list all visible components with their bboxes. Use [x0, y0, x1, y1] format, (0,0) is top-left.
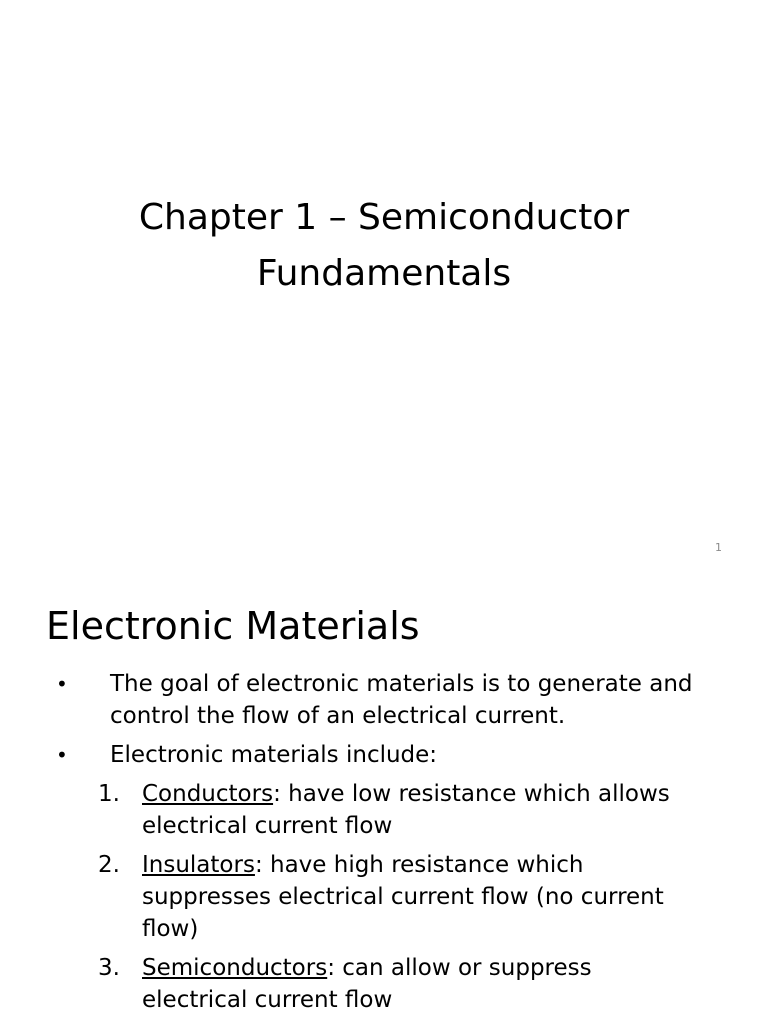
item-number: 3. [98, 955, 120, 981]
slide-title-line-2: Fundamentals [256, 253, 512, 294]
numbered-item [0, 849, 702, 945]
item-term: Conductors [142, 781, 274, 807]
numbered-item [0, 778, 702, 842]
item-number: 2. [98, 852, 120, 878]
bullet-text: Electronic materials include: [110, 742, 438, 768]
bullet-marker: • [56, 743, 68, 767]
bullet-text: The goal of electronic materials is to generate and control the flow of an electrical current. [110, 671, 693, 729]
bullet-marker: • [56, 672, 68, 696]
item-term: Insulators [142, 852, 255, 878]
item-text: : have low resistance which allows electrical current flow [142, 781, 670, 839]
slide-number: 1 [715, 541, 722, 554]
numbered-item [0, 952, 702, 1016]
slide-title-line-1: Chapter 1 – Semiconductor [138, 197, 630, 238]
slide-content [0, 668, 768, 1016]
content-slide [0, 576, 768, 1024]
slide-heading: Electronic Materials [46, 604, 420, 648]
item-term: Semiconductors [142, 955, 328, 981]
item-text: : can allow or suppress electrical current flow [142, 955, 592, 1013]
bullet-item [0, 739, 700, 771]
item-text: : have high resistance which suppresses electrical current flow (no current flow) [142, 852, 664, 942]
bullet-item [0, 668, 700, 732]
slide-title [40, 190, 728, 302]
item-number: 1. [98, 781, 120, 807]
